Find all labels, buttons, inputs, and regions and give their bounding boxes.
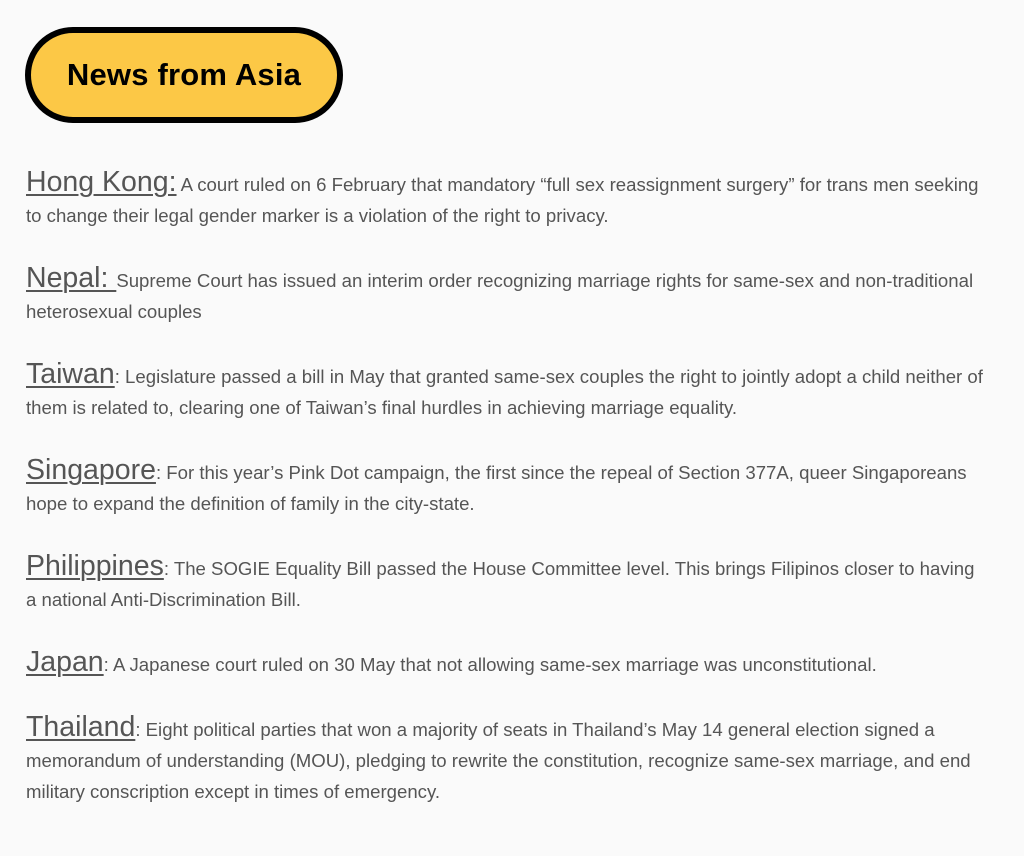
news-item-hong-kong [26, 167, 986, 231]
place-link-philippines[interactable]: Philippines [26, 550, 164, 582]
news-text-singapore: : For this year’s Pink Dot campaign, the first since the repeal of Section 377A, queer Singaporeans hope to expand the definition of family in the city-state. [26, 462, 967, 514]
news-text-nepal: Supreme Court has issued an interim order recognizing marriage rights for same-sex and non-traditional heterosexual couples [26, 270, 974, 322]
news-item-taiwan [26, 359, 986, 423]
news-list [26, 167, 986, 839]
section-title-badge [25, 27, 343, 123]
place-link-nepal[interactable]: Nepal: [26, 262, 117, 294]
news-item-singapore [26, 455, 986, 519]
news-item-thailand [26, 712, 986, 807]
section-title: News from Asia [66, 57, 302, 92]
news-text-philippines: : The SOGIE Equality Bill passed the House Committee level. This brings Filipinos closer to having a national Anti-Discrimination Bill. [26, 558, 975, 610]
news-text-hong-kong: A court ruled on 6 February that mandatory “full sex reassignment surgery” for trans men seeking to change their legal gender marker is a violation of the right to privacy. [26, 174, 979, 226]
place-link-taiwan[interactable]: Taiwan [26, 358, 115, 390]
news-item-nepal [26, 263, 986, 327]
news-text-taiwan: : Legislature passed a bill in May that granted same-sex couples the right to jointly adopt a child neither of them is related to, clearing one of Taiwan’s final hurdles in achieving marriage equality. [26, 366, 983, 418]
place-link-thailand[interactable]: Thailand [26, 711, 136, 743]
place-link-singapore[interactable]: Singapore [26, 454, 156, 486]
news-item-japan [26, 647, 986, 680]
news-item-philippines [26, 551, 986, 615]
place-link-hong-kong[interactable]: Hong Kong: [26, 166, 177, 198]
place-link-japan[interactable]: Japan [26, 646, 104, 678]
news-text-japan: : A Japanese court ruled on 30 May that not allowing same-sex marriage was unconstitutional. [103, 654, 877, 675]
news-text-thailand: : Eight political parties that won a majority of seats in Thailand’s May 14 general election signed a memorandum of understanding (MOU), pledging to rewrite the constitution, recognize same-sex marriage, and end military conscription except in times of emergency. [26, 719, 971, 802]
